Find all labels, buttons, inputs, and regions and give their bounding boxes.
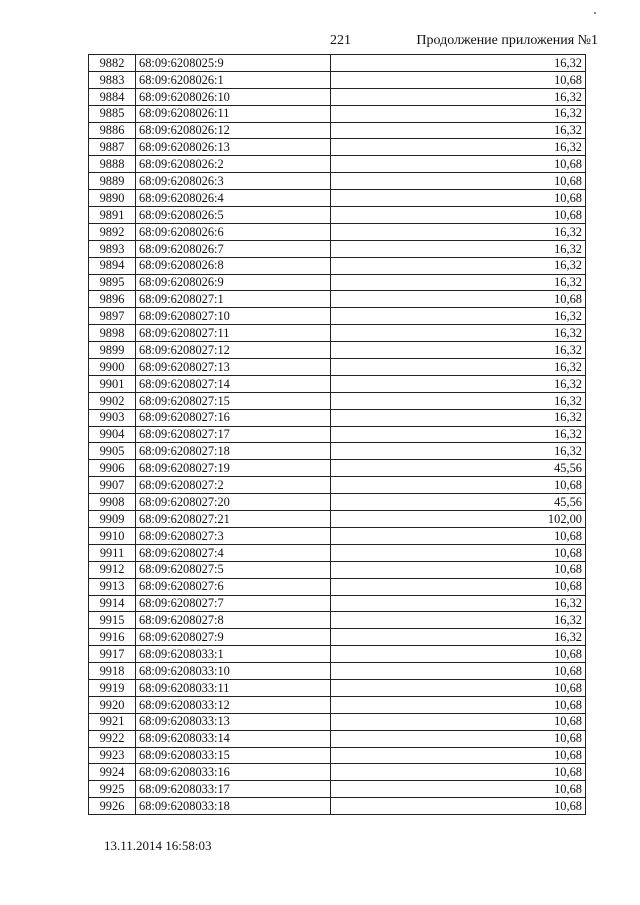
value-cell: 10,68: [331, 798, 586, 815]
table-row: [89, 477, 586, 494]
value-cell: 102,00: [331, 511, 586, 528]
value-cell: 16,32: [331, 122, 586, 139]
row-number-cell: 9883: [89, 71, 136, 88]
cadastral-number-cell: 68:09:6208033:14: [136, 730, 331, 747]
value-cell: 16,32: [331, 375, 586, 392]
row-number-cell: 9888: [89, 156, 136, 173]
cadastral-number-cell: 68:09:6208026:12: [136, 122, 331, 139]
row-number-cell: 9900: [89, 359, 136, 376]
value-cell: 10,68: [331, 173, 586, 190]
table-row: [89, 612, 586, 629]
table-row: [89, 730, 586, 747]
cadastral-number-cell: 68:09:6208027:2: [136, 477, 331, 494]
cadastral-number-cell: 68:09:6208027:6: [136, 578, 331, 595]
table-row: [89, 308, 586, 325]
row-number-cell: 9913: [89, 578, 136, 595]
value-cell: 16,32: [331, 629, 586, 646]
value-cell: 16,32: [331, 443, 586, 460]
cadastral-number-cell: 68:09:6208026:10: [136, 88, 331, 105]
cadastral-number-cell: 68:09:6208026:8: [136, 257, 331, 274]
row-number-cell: 9890: [89, 190, 136, 207]
table-row: [89, 747, 586, 764]
cadastral-number-cell: 68:09:6208027:4: [136, 544, 331, 561]
cadastral-number-cell: 68:09:6208026:7: [136, 240, 331, 257]
cadastral-number-cell: 68:09:6208027:8: [136, 612, 331, 629]
row-number-cell: 9897: [89, 308, 136, 325]
value-cell: 10,68: [331, 646, 586, 663]
value-cell: 16,32: [331, 359, 586, 376]
table-row: [89, 663, 586, 680]
table-row: [89, 257, 586, 274]
table-row: [89, 595, 586, 612]
cadastral-number-cell: 68:09:6208027:21: [136, 511, 331, 528]
table-row: [89, 561, 586, 578]
table-row: [89, 71, 586, 88]
value-cell: 16,32: [331, 308, 586, 325]
row-number-cell: 9910: [89, 527, 136, 544]
table-row: [89, 55, 586, 72]
row-number-cell: 9904: [89, 426, 136, 443]
cadastral-number-cell: 68:09:6208033:16: [136, 764, 331, 781]
value-cell: 10,68: [331, 190, 586, 207]
cadastral-number-cell: 68:09:6208027:19: [136, 460, 331, 477]
row-number-cell: 9914: [89, 595, 136, 612]
table-row: [89, 88, 586, 105]
value-cell: 16,32: [331, 139, 586, 156]
row-number-cell: 9909: [89, 511, 136, 528]
row-number-cell: 9906: [89, 460, 136, 477]
row-number-cell: 9912: [89, 561, 136, 578]
row-number-cell: 9916: [89, 629, 136, 646]
row-number-cell: 9893: [89, 240, 136, 257]
table-row: [89, 291, 586, 308]
row-number-cell: 9886: [89, 122, 136, 139]
cadastral-number-cell: 68:09:6208027:11: [136, 325, 331, 342]
row-number-cell: 9902: [89, 392, 136, 409]
value-cell: 10,68: [331, 544, 586, 561]
table-row: [89, 173, 586, 190]
row-number-cell: 9903: [89, 409, 136, 426]
table-row: [89, 342, 586, 359]
table-row: [89, 544, 586, 561]
value-cell: 10,68: [331, 207, 586, 224]
table-row: [89, 798, 586, 815]
value-cell: 16,32: [331, 409, 586, 426]
row-number-cell: 9907: [89, 477, 136, 494]
table-row: [89, 781, 586, 798]
cadastral-number-cell: 68:09:6208026:1: [136, 71, 331, 88]
table-row: [89, 527, 586, 544]
table-row: [89, 156, 586, 173]
table-row: [89, 409, 586, 426]
value-cell: 16,32: [331, 223, 586, 240]
row-number-cell: 9915: [89, 612, 136, 629]
table-row: [89, 274, 586, 291]
table-row: [89, 375, 586, 392]
table-row: [89, 325, 586, 342]
row-number-cell: 9885: [89, 105, 136, 122]
row-number-cell: 9899: [89, 342, 136, 359]
value-cell: 16,32: [331, 342, 586, 359]
row-number-cell: 9923: [89, 747, 136, 764]
table-row: [89, 139, 586, 156]
cadastral-number-cell: 68:09:6208027:13: [136, 359, 331, 376]
cadastral-number-cell: 68:09:6208033:17: [136, 781, 331, 798]
row-number-cell: 9884: [89, 88, 136, 105]
value-cell: 16,32: [331, 55, 586, 72]
value-cell: 45,56: [331, 460, 586, 477]
value-cell: 45,56: [331, 494, 586, 511]
table-row: [89, 190, 586, 207]
cadastral-number-cell: 68:09:6208033:10: [136, 663, 331, 680]
table-row: [89, 460, 586, 477]
value-cell: 10,68: [331, 663, 586, 680]
cadastral-number-cell: 68:09:6208027:3: [136, 527, 331, 544]
cadastral-number-cell: 68:09:6208027:20: [136, 494, 331, 511]
cadastral-number-cell: 68:09:6208027:7: [136, 595, 331, 612]
value-cell: 16,32: [331, 612, 586, 629]
page-number: 221: [330, 33, 351, 48]
cadastral-number-cell: 68:09:6208033:15: [136, 747, 331, 764]
row-number-cell: 9920: [89, 696, 136, 713]
cadastral-number-cell: 68:09:6208027:1: [136, 291, 331, 308]
value-cell: 10,68: [331, 781, 586, 798]
table-row: [89, 207, 586, 224]
row-number-cell: 9891: [89, 207, 136, 224]
cadastral-number-cell: 68:09:6208025:9: [136, 55, 331, 72]
cadastral-number-cell: 68:09:6208027:14: [136, 375, 331, 392]
value-cell: 16,32: [331, 240, 586, 257]
cadastral-number-cell: 68:09:6208027:5: [136, 561, 331, 578]
row-number-cell: 9894: [89, 257, 136, 274]
cadastral-number-cell: 68:09:6208026:9: [136, 274, 331, 291]
registry-table-body: [89, 55, 586, 815]
table-row: [89, 696, 586, 713]
table-row: [89, 122, 586, 139]
value-cell: 16,32: [331, 105, 586, 122]
scan-speck: [594, 12, 596, 14]
table-row: [89, 679, 586, 696]
value-cell: 10,68: [331, 696, 586, 713]
cadastral-number-cell: 68:09:6208026:3: [136, 173, 331, 190]
cadastral-number-cell: 68:09:6208026:2: [136, 156, 331, 173]
value-cell: 16,32: [331, 257, 586, 274]
table-row: [89, 392, 586, 409]
cadastral-number-cell: 68:09:6208033:13: [136, 713, 331, 730]
value-cell: 10,68: [331, 578, 586, 595]
row-number-cell: 9918: [89, 663, 136, 680]
value-cell: 16,32: [331, 274, 586, 291]
value-cell: 10,68: [331, 747, 586, 764]
row-number-cell: 9889: [89, 173, 136, 190]
table-row: [89, 713, 586, 730]
cadastral-number-cell: 68:09:6208026:6: [136, 223, 331, 240]
registry-table: [88, 54, 586, 815]
table-row: [89, 105, 586, 122]
table-row: [89, 426, 586, 443]
table-row: [89, 511, 586, 528]
cadastral-number-cell: 68:09:6208027:17: [136, 426, 331, 443]
table-row: [89, 646, 586, 663]
cadastral-number-cell: 68:09:6208027:16: [136, 409, 331, 426]
row-number-cell: 9898: [89, 325, 136, 342]
cadastral-number-cell: 68:09:6208027:18: [136, 443, 331, 460]
row-number-cell: 9905: [89, 443, 136, 460]
table-row: [89, 443, 586, 460]
row-number-cell: 9908: [89, 494, 136, 511]
cadastral-number-cell: 68:09:6208027:10: [136, 308, 331, 325]
cadastral-number-cell: 68:09:6208027:9: [136, 629, 331, 646]
cadastral-number-cell: 68:09:6208033:18: [136, 798, 331, 815]
cadastral-number-cell: 68:09:6208026:4: [136, 190, 331, 207]
table-row: [89, 494, 586, 511]
value-cell: 16,32: [331, 325, 586, 342]
cadastral-number-cell: 68:09:6208033:11: [136, 679, 331, 696]
value-cell: 10,68: [331, 679, 586, 696]
value-cell: 10,68: [331, 730, 586, 747]
cadastral-number-cell: 68:09:6208033:1: [136, 646, 331, 663]
cadastral-number-cell: 68:09:6208026:5: [136, 207, 331, 224]
row-number-cell: 9896: [89, 291, 136, 308]
row-number-cell: 9911: [89, 544, 136, 561]
cadastral-number-cell: 68:09:6208027:12: [136, 342, 331, 359]
row-number-cell: 9882: [89, 55, 136, 72]
row-number-cell: 9901: [89, 375, 136, 392]
value-cell: 10,68: [331, 527, 586, 544]
table-row: [89, 359, 586, 376]
value-cell: 16,32: [331, 392, 586, 409]
value-cell: 16,32: [331, 595, 586, 612]
table-row: [89, 764, 586, 781]
cadastral-number-cell: 68:09:6208026:11: [136, 105, 331, 122]
page-header: [0, 33, 640, 53]
value-cell: 10,68: [331, 291, 586, 308]
table-row: [89, 578, 586, 595]
cadastral-number-cell: 68:09:6208026:13: [136, 139, 331, 156]
table-row: [89, 240, 586, 257]
table-row: [89, 223, 586, 240]
value-cell: 10,68: [331, 71, 586, 88]
value-cell: 16,32: [331, 88, 586, 105]
row-number-cell: 9922: [89, 730, 136, 747]
value-cell: 10,68: [331, 561, 586, 578]
table-row: [89, 629, 586, 646]
row-number-cell: 9887: [89, 139, 136, 156]
appendix-title: Продолжение приложения №1: [416, 33, 598, 48]
value-cell: 16,32: [331, 426, 586, 443]
cadastral-number-cell: 68:09:6208033:12: [136, 696, 331, 713]
value-cell: 10,68: [331, 156, 586, 173]
row-number-cell: 9917: [89, 646, 136, 663]
cadastral-number-cell: 68:09:6208027:15: [136, 392, 331, 409]
row-number-cell: 9925: [89, 781, 136, 798]
row-number-cell: 9895: [89, 274, 136, 291]
value-cell: 10,68: [331, 477, 586, 494]
row-number-cell: 9926: [89, 798, 136, 815]
value-cell: 10,68: [331, 713, 586, 730]
row-number-cell: 9921: [89, 713, 136, 730]
row-number-cell: 9892: [89, 223, 136, 240]
print-timestamp: 13.11.2014 16:58:03: [104, 838, 212, 853]
row-number-cell: 9924: [89, 764, 136, 781]
row-number-cell: 9919: [89, 679, 136, 696]
value-cell: 10,68: [331, 764, 586, 781]
